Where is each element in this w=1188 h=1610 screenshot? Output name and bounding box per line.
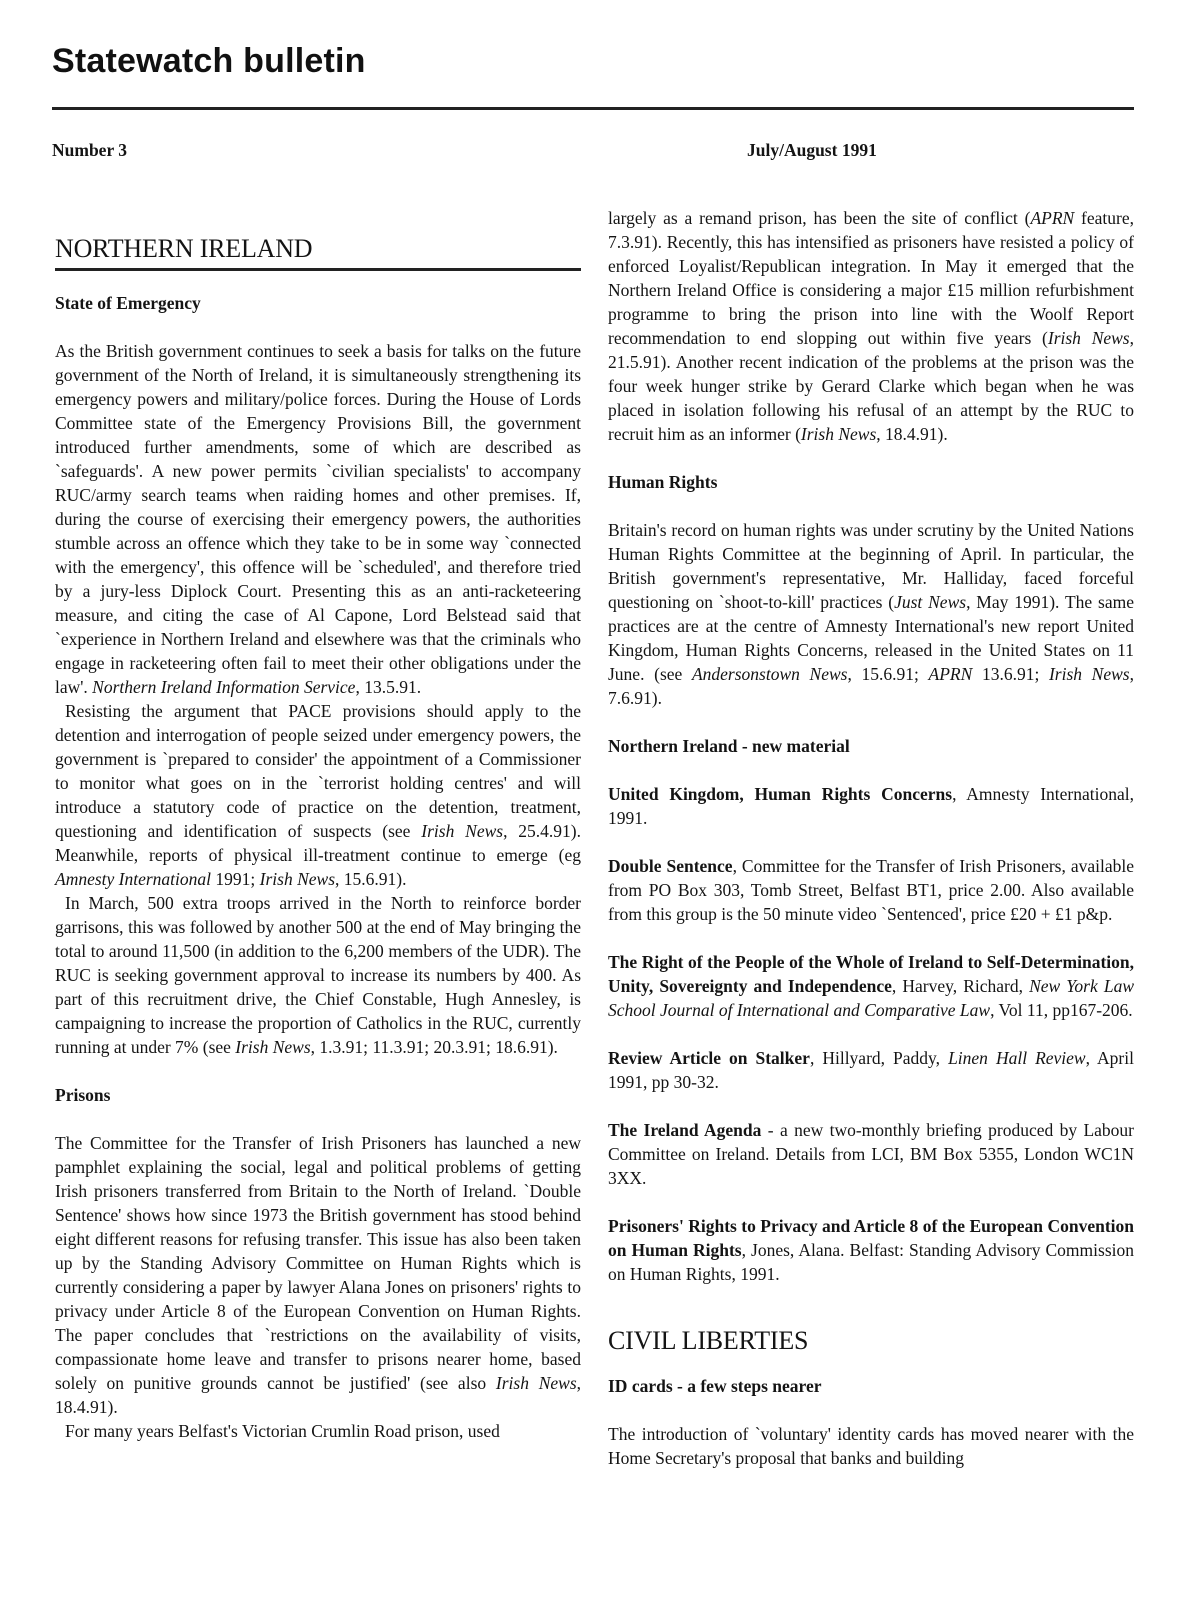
- heading-new-material: Northern Ireland - new material: [608, 736, 850, 756]
- heading-human-rights: Human Rights: [608, 472, 718, 492]
- issue-number: Number 3: [52, 140, 128, 160]
- right-column: [608, 206, 1134, 1470]
- left-column: [55, 208, 581, 1443]
- material-item: The Right of the People of the Whole of Ireland to Self-Determination, Unity, Sovereignty and Independence, Harvey, Richard, New York Law School Journal of International and Comparative Law, Vol 11, pp167-206.: [608, 952, 1134, 1020]
- material-item: Review Article on Stalker, Hillyard, Paddy, Linen Hall Review, April 1991, pp 30-32.: [608, 1048, 1134, 1092]
- paragraph-emergency-1: As the British government continues to seek a basis for talks on the future government of the North of Ireland, it is simultaneously strengthening its emergency powers and military/police forces. During the House of Lords Committee state of the Emergency Provisions Bill, the government introduced further amendments, some of which are described as `safeguards'. A new power permits `civilian specialists' to accompany RUC/army search teams when raiding homes and other premises. If, during the course of exercising their emergency powers, the authorities stumble across an offence which they take to be in some way `connected with the emergency', this offence will be `scheduled', and therefore tried by a jury-less Diplock Court. Presenting this as an anti-racketeering measure, and citing the case of Al Capone, Lord Belstead said that `experience in Northern Ireland and elsewhere was that the criminals who engage in racketeering often fail to meet their other obligations under the law'. Northern Ireland Information Service, 13.5.91.: [55, 341, 581, 697]
- publication-title: Statewatch bulletin: [52, 42, 366, 80]
- heading-id-cards: ID cards - a few steps nearer: [608, 1376, 822, 1396]
- paragraph-crumlin-road: largely as a remand prison, has been the site of conflict (APRN feature, 7.3.91). Recently, this has intensified as prisoners have resisted a policy of enforced Loyalist/Republican integration. In May it emerged that the Northern Ireland Office is considering a major £15 million refurbishment programme to bring the prison into line with the Woolf Report recommendation to end slopping out within five years (Irish News, 21.5.91). Another recent indication of the problems at the prison was the four week hunger strike by Gerard Clarke which began when he was placed in isolation following his refusal of an attempt by the RUC to recruit him as an informer (Irish News, 18.4.91).: [608, 208, 1134, 444]
- material-item: The Ireland Agenda - a new two-monthly briefing produced by Labour Committee on Ireland. Details from LCI, BM Box 5355, London WC1N 3XX.: [608, 1120, 1134, 1188]
- material-item: Double Sentence, Committee for the Transfer of Irish Prisoners, available from PO Box 303, Tomb Street, Belfast BT1, price 2.00. Also available from this group is the 50 minute video `Sentenced', price £20 + £1 p&p.: [608, 856, 1134, 924]
- header-rule: [52, 107, 1134, 110]
- heading-prisons: Prisons: [55, 1085, 111, 1105]
- paragraph-prisons-2: For many years Belfast's Victorian Crumlin Road prison, used: [65, 1421, 500, 1441]
- section-title-civil-liberties: CIVIL LIBERTIES: [608, 1326, 809, 1355]
- material-item: United Kingdom, Human Rights Concerns, Amnesty International, 1991.: [608, 784, 1134, 828]
- paragraph-id-cards: The introduction of `voluntary' identity cards has moved nearer with the Home Secretary's proposal that banks and building: [608, 1424, 1134, 1468]
- material-item: Prisoners' Rights to Privacy and Article 8 of the European Convention on Human Rights, Jones, Alana. Belfast: Standing Advisory Commission on Human Rights, 1991.: [608, 1216, 1134, 1284]
- paragraph-emergency-2: Resisting the argument that PACE provisions should apply to the detention and interrogation of people seized under emergency powers, the government is `prepared to consider' the appointment of a Commissioner to monitor what goes on in the `terrorist holding centres' and will introduce a statutory code of practice on the detention, treatment, questioning and identification of suspects (see Irish News, 25.4.91). Meanwhile, reports of physical ill-treatment continue to emerge (eg Amnesty International 1991; Irish News, 15.6.91).: [55, 701, 581, 889]
- heading-state-of-emergency: State of Emergency: [55, 293, 201, 313]
- paragraph-human-rights: Britain's record on human rights was under scrutiny by the United Nations Human Rights Committee at the beginning of April. In particular, the British government's representative, Mr. Halliday, faced forceful questioning on `shoot-to-kill' practices (Just News, May 1991). The same practices are at the centre of Amnesty International's new report United Kingdom, Human Rights Concerns, released in the United States on 11 June. (see Andersonstown News, 15.6.91; APRN 13.6.91; Irish News, 7.6.91).: [608, 520, 1134, 708]
- paragraph-prisons-1: The Committee for the Transfer of Irish Prisoners has launched a new pamphlet explaining the social, legal and political problems of getting Irish prisoners transferred from Britain to the North of Ireland. `Double Sentence' shows how since 1973 the British government has stood behind eight different reasons for refusing transfer. This issue has also been taken up by the Standing Advisory Committee on Human Rights which is currently considering a paper by lawyer Alana Jones on prisoners' rights to privacy under Article 8 of the European Convention on Human Rights. The paper concludes that `restrictions on the availability of visits, compassionate home leave and transfer to prisons nearer home, based solely on punitive grounds cannot be justified' (see also Irish News, 18.4.91).: [55, 1133, 582, 1417]
- paragraph-emergency-3: In March, 500 extra troops arrived in the North to reinforce border garrisons, this was followed by another 500 at the end of May bringing the total to around 11,500 (in addition to the 6,200 members of the UDR). The RUC is seeking government approval to increase its numbers by 400. As part of this recruitment drive, the Chief Constable, Hugh Annesley, is campaigning to increase the proportion of Catholics in the RUC, currently running at under 7% (see Irish News, 1.3.91; 11.3.91; 20.3.91; 18.6.91).: [55, 893, 581, 1057]
- section-title-northern-ireland: NORTHERN IRELAND: [55, 234, 581, 271]
- issue-date: July/August 1991: [747, 140, 877, 160]
